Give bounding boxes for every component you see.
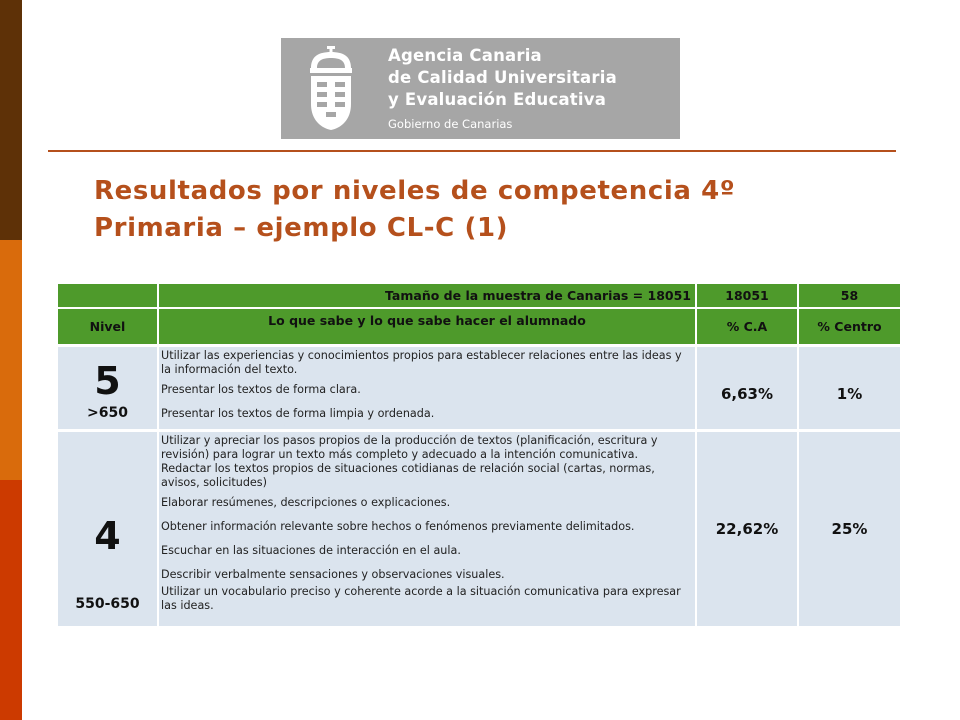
logo-line-3: y Evaluación Educativa: [388, 90, 607, 109]
list-item: Describir verbalmente sensaciones y observaciones visuales.: [161, 568, 505, 581]
sample-ca-value: 18051: [697, 284, 797, 307]
level-4-description: [159, 432, 695, 626]
sample-centro-value: 58: [799, 284, 900, 307]
list-item: Obtener información relevante sobre hechos o fenómenos previamente delimitados.: [161, 520, 635, 533]
sample-size-label: Tamaño de la muestra de Canarias = 18051: [159, 284, 695, 307]
level-4-centro-percent: 25%: [799, 432, 900, 626]
competency-table: [58, 284, 900, 626]
column-header-ca: % C.A: [697, 309, 797, 344]
title-line-2: Primaria – ejemplo CL-C (1): [94, 213, 509, 243]
level-number: 5: [94, 359, 121, 403]
level-5-cell: [58, 347, 157, 429]
coat-of-arms-icon: [305, 46, 357, 132]
list-item: Presentar los textos de forma clara.: [161, 383, 361, 396]
side-stripe-red: [0, 480, 22, 720]
title-line-1: Resultados por niveles de competencia 4º: [94, 176, 736, 206]
header-divider: [48, 150, 896, 152]
list-item: Utilizar y apreciar los pasos propios de la producción de textos (planificación, escritura y revisión) para lograr un texto más completo y adecuado a la intención comunicativa.: [161, 434, 658, 461]
list-item: Utilizar un vocabulario preciso y coherente acorde a la situación comunicativa para expresar las ideas.: [161, 585, 681, 612]
list-item: Escuchar en las situaciones de interacción en el aula.: [161, 544, 461, 557]
column-header-centro: % Centro: [799, 309, 900, 344]
logo-line-1: Agencia Canaria: [388, 46, 542, 65]
column-header-nivel: Nivel: [58, 309, 157, 344]
level-range: 550-650: [75, 596, 140, 612]
list-item: Elaborar resúmenes, descripciones o explicaciones.: [161, 496, 451, 509]
page-title: [94, 173, 914, 247]
level-5-ca-percent: 6,63%: [697, 347, 797, 429]
logo-subtitle: Gobierno de Canarias: [388, 117, 513, 131]
agency-logo: [281, 38, 680, 139]
header-empty-cell: [58, 284, 157, 307]
list-item: Presentar los textos de forma limpia y ordenada.: [161, 407, 435, 420]
logo-line-2: de Calidad Universitaria: [388, 68, 617, 87]
logo-text: [388, 45, 617, 131]
level-4-ca-percent: 22,62%: [697, 432, 797, 626]
level-number: 4: [94, 514, 121, 558]
column-header-description: Lo que sabe y lo que sabe hacer el alumnado: [159, 309, 695, 344]
side-stripe-brown: [0, 0, 22, 240]
level-4-cell: [58, 432, 157, 626]
level-5-description: [159, 347, 695, 429]
side-stripe-orange: [0, 240, 22, 480]
list-item: Redactar los textos propios de situaciones cotidianas de relación social (cartas, normas, avisos, solicitudes): [161, 462, 655, 489]
level-5-centro-percent: 1%: [799, 347, 900, 429]
list-item: Utilizar las experiencias y conocimientos propios para establecer relaciones entre las ideas y la información del texto.: [161, 349, 682, 376]
level-range: >650: [87, 405, 128, 421]
